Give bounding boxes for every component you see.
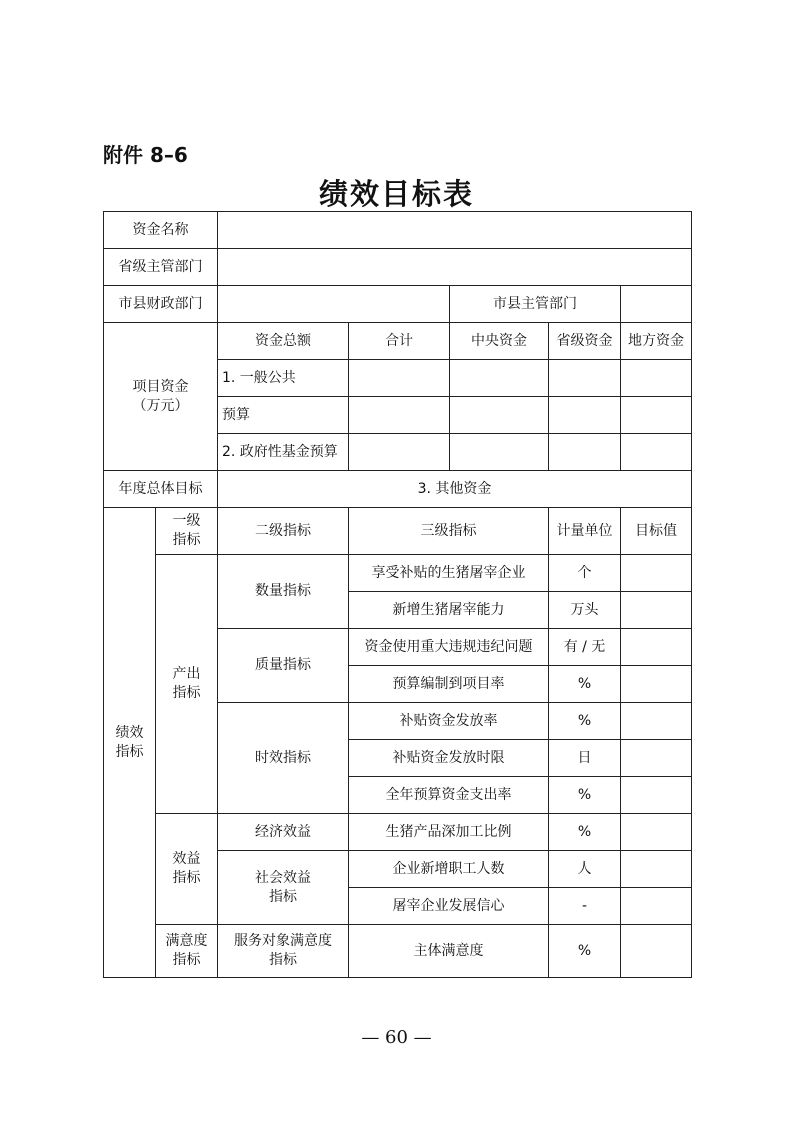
- level2-quality: 质量指标: [218, 629, 349, 703]
- level3-cell: 主体满意度: [349, 925, 549, 978]
- unit-cell: 个: [549, 555, 621, 592]
- funding-cell[interactable]: [349, 434, 450, 471]
- indicator-header-row: [104, 508, 692, 555]
- target-cell[interactable]: [621, 814, 692, 851]
- unit-cell: %: [549, 814, 621, 851]
- funding-cell[interactable]: [549, 397, 621, 434]
- level3-cell: 生猪产品深加工比例: [349, 814, 549, 851]
- target-cell[interactable]: [621, 666, 692, 703]
- target-cell[interactable]: [621, 592, 692, 629]
- funding-col-provincial: 省级资金: [549, 323, 621, 360]
- level2-economic: 经济效益: [218, 814, 349, 851]
- city-dept-label: 市县主管部门: [450, 286, 621, 323]
- target-cell[interactable]: [621, 851, 692, 888]
- provincial-dept-value[interactable]: [218, 249, 692, 286]
- funding-col-total: 资金总额: [218, 323, 349, 360]
- annual-goal-row: [104, 471, 692, 508]
- funding-col-central: 中央资金: [450, 323, 549, 360]
- funding-cell[interactable]: [349, 397, 450, 434]
- provincial-dept-label: 省级主管部门: [104, 249, 218, 286]
- header-level1: 一级 指标: [156, 508, 218, 555]
- unit-cell: -: [549, 888, 621, 925]
- header-unit: 计量单位: [549, 508, 621, 555]
- funding-cell[interactable]: [621, 434, 692, 471]
- unit-cell: 万头: [549, 592, 621, 629]
- annex-label: 附件 8–6: [103, 143, 188, 167]
- performance-goal-table: [103, 211, 692, 978]
- unit-cell: 人: [549, 851, 621, 888]
- level2-timeliness: 时效指标: [218, 703, 349, 814]
- funding-header-row: [104, 323, 692, 360]
- funding-row-label: 2. 政府性基金预算: [218, 434, 349, 471]
- level3-cell: 补贴资金发放时限: [349, 740, 549, 777]
- target-cell[interactable]: [621, 703, 692, 740]
- unit-cell: %: [549, 925, 621, 978]
- perf-label-text: 绩效 指标: [115, 724, 144, 760]
- level3-cell: 企业新增职工人数: [349, 851, 549, 888]
- level3-cell: 补贴资金发放率: [349, 703, 549, 740]
- target-cell[interactable]: [621, 555, 692, 592]
- project-funds-label: [104, 323, 218, 471]
- fund-name-label: 资金名称: [104, 212, 218, 249]
- city-dept-row: [104, 286, 692, 323]
- level2-service-satisfaction: 服务对象满意度 指标: [218, 925, 349, 978]
- fund-name-value[interactable]: [218, 212, 692, 249]
- target-cell[interactable]: [621, 888, 692, 925]
- fund-name-row: [104, 212, 692, 249]
- annual-goal-value[interactable]: 3. 其他资金: [218, 471, 692, 508]
- project-funds-text: 项目资金: [132, 378, 189, 395]
- funding-cell[interactable]: [349, 360, 450, 397]
- unit-cell: 日: [549, 740, 621, 777]
- level2-social: 社会效益 指标: [218, 851, 349, 925]
- target-cell[interactable]: [621, 777, 692, 814]
- funding-cell[interactable]: [450, 360, 549, 397]
- funding-col-sum: 合计: [349, 323, 450, 360]
- level2-quantity: 数量指标: [218, 555, 349, 629]
- city-dept-value[interactable]: [621, 286, 692, 323]
- annual-goal-label: 年度总体目标: [104, 471, 218, 508]
- header-level3: 三级指标: [349, 508, 549, 555]
- funding-cell[interactable]: [549, 360, 621, 397]
- level3-cell: 新增生猪屠宰能力: [349, 592, 549, 629]
- funding-cell[interactable]: [621, 397, 692, 434]
- target-cell[interactable]: [621, 925, 692, 978]
- unit-cell: %: [549, 666, 621, 703]
- target-cell[interactable]: [621, 740, 692, 777]
- funding-cell[interactable]: [549, 434, 621, 471]
- indicator-row: [104, 555, 692, 592]
- funding-col-local: 地方资金: [621, 323, 692, 360]
- funding-cell[interactable]: [450, 397, 549, 434]
- funding-cell[interactable]: [621, 360, 692, 397]
- level1-satisfaction: 满意度 指标: [156, 925, 218, 978]
- funding-row-label: 1. 一般公共: [218, 360, 349, 397]
- funding-row-label: 预算: [218, 397, 349, 434]
- level1-benefit: 效益 指标: [156, 814, 218, 925]
- level3-cell: 享受补贴的生猪屠宰企业: [349, 555, 549, 592]
- page-title: 绩效目标表: [318, 177, 474, 211]
- project-funds-unit: （万元）: [132, 397, 189, 414]
- provincial-dept-row: [104, 249, 692, 286]
- unit-cell: %: [549, 703, 621, 740]
- header-level2: 二级指标: [218, 508, 349, 555]
- target-cell[interactable]: [621, 629, 692, 666]
- level3-cell: 预算编制到项目率: [349, 666, 549, 703]
- indicator-row: [104, 814, 692, 851]
- header-target: 目标值: [621, 508, 692, 555]
- level3-cell: 屠宰企业发展信心: [349, 888, 549, 925]
- performance-indicator-label: [104, 508, 156, 978]
- funding-cell[interactable]: [450, 434, 549, 471]
- unit-cell: %: [549, 777, 621, 814]
- city-finance-value[interactable]: [218, 286, 450, 323]
- level1-output: 产出 指标: [156, 555, 218, 814]
- city-finance-label: 市县财政部门: [104, 286, 218, 323]
- level3-cell: 全年预算资金支出率: [349, 777, 549, 814]
- indicator-row: [104, 925, 692, 978]
- unit-cell: 有 / 无: [549, 629, 621, 666]
- page-number: — 60 —: [361, 1027, 432, 1048]
- level3-cell: 资金使用重大违规违纪问题: [349, 629, 549, 666]
